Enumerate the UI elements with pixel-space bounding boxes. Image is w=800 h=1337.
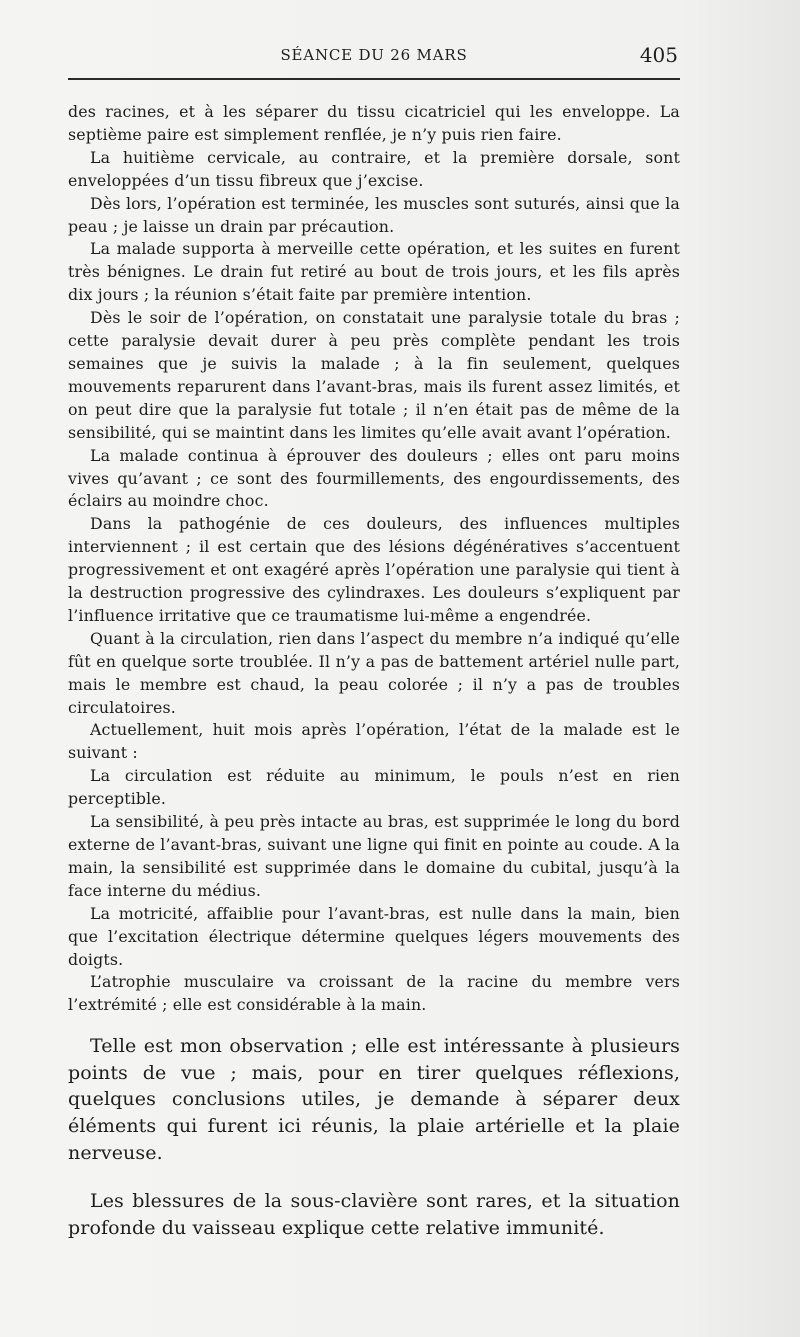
paragraph: Dans la pathogénie de ces douleurs, des influences multiples interviennent ; il est certain que des lésions dégénératives s’accentuent progressivement et ont exagéré après l’opération une paralysie qui tient à la destruction progressive des cylindraxes. Les douleurs s’expliquent par l’influence irritative que ce traumatisme lui-même a engendrée. (68, 514, 680, 625)
running-title: SÉANCE DU 26 MARS (280, 46, 468, 64)
paragraph: L’atrophie musculaire va croissant de la racine du membre vers l’extrémité ; elle est considérable à la main. (68, 972, 680, 1015)
paragraph: La huitième cervicale, au contraire, et la première dorsale, sont enveloppées d’un tissu fibreux que j’excise. (68, 147, 680, 190)
header-rule (68, 78, 680, 80)
paragraph: La malade supporta à merveille cette opération, et les suites en furent très bénignes. Le drain fut retiré au bout de trois jours, et les fils après dix jours ; la réunion s’était faite par première intention. (68, 239, 680, 305)
paragraph: La malade continua à éprouver des douleurs ; elles ont paru moins vives qu’avant ; ce sont des fourmillements, des engourdissements, des éclairs au moindre choc. (68, 445, 680, 511)
paragraph: Dès le soir de l’opération, on constatait une paralysie totale du bras ; cette paralysie devait durer à peu près complète pendant les trois semaines que je suivis la malade ; à la fin seulement, quelques mouvements reparurent dans l’avant-bras, mais ils furent assez limités, et on peut dire que la paralysie fut totale ; il n’en était pas de même de la sensibilité, qui se maintint dans les limites qu’elle avait avant l’opération. (68, 308, 680, 442)
page-header (68, 43, 680, 70)
paragraph-large: Telle est mon observation ; elle est intéressante à plusieurs points de vue ; mais, pour en tirer quelques réflexions, quelques conclusions utiles, je demande à séparer deux éléments qui furent ici réunis, la plaie artérielle et la plaie nerveuse. (68, 1035, 680, 1164)
paragraph: La circulation est réduite au minimum, le pouls n’est en rien perceptible. (68, 766, 680, 809)
paragraph: Actuellement, huit mois après l’opération, l’état de la malade est le suivant : (68, 720, 680, 763)
paragraph-large: Les blessures de la sous-clavière sont rares, et la situation profonde du vaisseau explique cette relative immunité. (68, 1190, 680, 1239)
paragraph: Quant à la circulation, rien dans l’aspect du membre n’a indiqué qu’elle fût en quelque sorte troublée. Il n’y a pas de battement artériel nulle part, mais le membre est chaud, la peau colorée ; il n’y a pas de troubles circulatoires. (68, 628, 680, 717)
body-text (68, 101, 680, 1241)
paragraph: La sensibilité, à peu près intacte au bras, est supprimée le long du bord externe de l’avant-bras, suivant une ligne qui finit en pointe au coude. A la main, la sensibilité est supprimée dans le domaine du cubital, jusqu’à la face interne du médius. (68, 812, 680, 900)
paragraph: des racines, et à les séparer du tissu cicatriciel qui les enveloppe. La septième paire est simplement renflée, je n’y puis rien faire. (68, 102, 680, 144)
page-number: 405 (639, 43, 678, 67)
paragraph: La motricité, affaiblie pour l’avant-bras, est nulle dans la main, bien que l’excitation électrique détermine quelques légers mouvements des doigts. (68, 903, 680, 969)
paragraph: Dès lors, l’opération est terminée, les muscles sont suturés, ainsi que la peau ; je laisse un drain par précaution. (68, 193, 680, 236)
